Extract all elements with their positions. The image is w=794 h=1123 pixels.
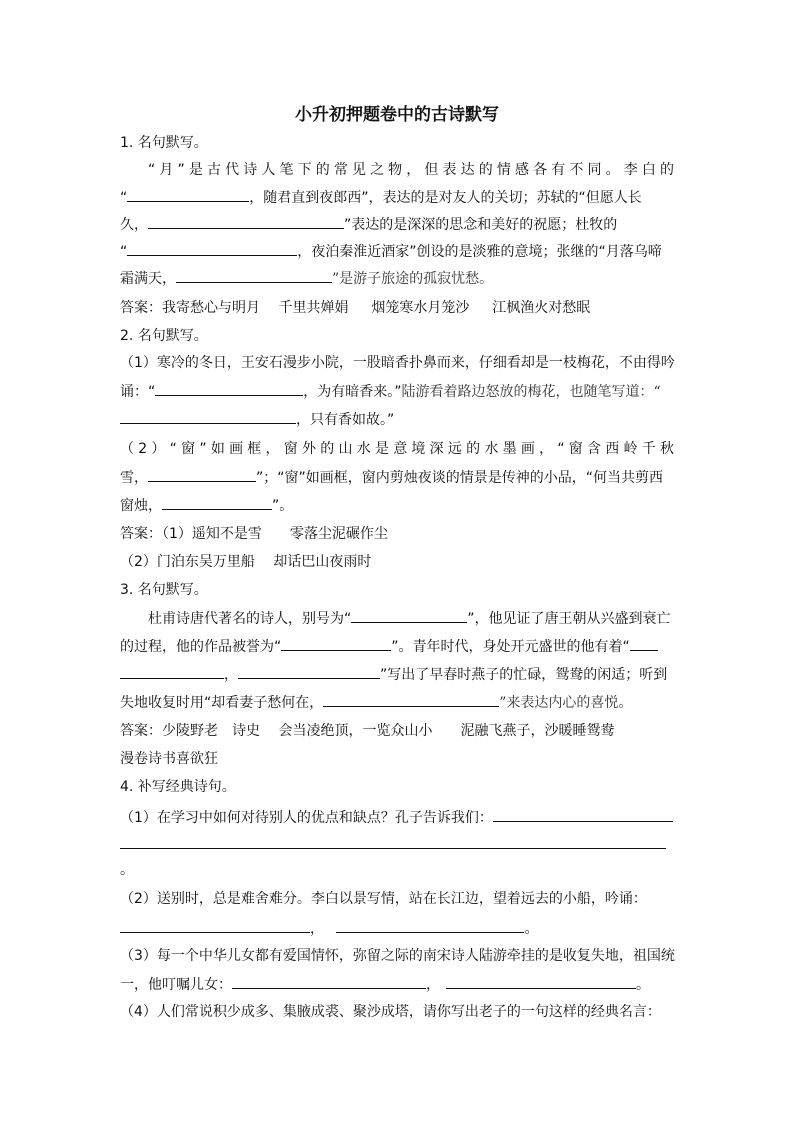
q3-line-1: 杜甫诗唐代著名的诗人，别号为“ ”，他见证了唐王朝从兴盛到衰亡 xyxy=(148,608,671,629)
q4-p1-line-3: 。 xyxy=(120,862,134,878)
q3-line-3: ， ”写出了早春时燕子的忙碌，鸳鸯的闲适；听到 xyxy=(120,664,667,685)
answer-blank[interactable] xyxy=(323,692,499,707)
answer-blank[interactable] xyxy=(120,664,224,679)
q2-p1-line-2: 诵：“ ，为有暗香来。”陆游看着路边怒放的梅花，也随笔写道：“ xyxy=(120,381,661,402)
answer-blank[interactable] xyxy=(162,495,272,510)
answer-blank[interactable] xyxy=(120,409,296,424)
q4-p4-line-1: （4）人们常说积少成多、集腋成裘、聚沙成塔，请你写出老子的一句这样的经典名言： xyxy=(120,1004,661,1020)
q1-line-5: 霜满天， ”是游子旅途的孤寂忧愁。 xyxy=(120,268,493,289)
q3-answer-1: 答案：少陵野老 诗史 会当凌绝顶，一览众山小 泥融飞燕子，沙暖睡鸳鸯 xyxy=(120,723,615,739)
q1-line-3: 久， ”表达的是深深的思念和美好的祝愿；杜牧的 xyxy=(120,214,617,235)
q3-heading: 3. 名句默写。 xyxy=(120,582,208,598)
q4-p2-line-2: ， 。 xyxy=(120,918,538,939)
answer-blank[interactable] xyxy=(232,974,426,989)
answer-blank[interactable] xyxy=(176,268,332,283)
q1-heading: 1. 名句默写。 xyxy=(120,135,208,151)
answer-blank[interactable] xyxy=(630,636,658,651)
answer-blank[interactable] xyxy=(351,608,467,623)
q3-line-4: 失地收复时用“却看妻子愁何在， ”来表达内心的喜悦。 xyxy=(120,692,632,713)
q2-answer-2: （2）门泊东吴万里船 却话巴山夜雨时 xyxy=(120,554,372,570)
q2-p1-line-1: （1）寒冷的冬日，王安石漫步小院，一股暗香扑鼻而来，仔细看却是一枝梅花，不由得吟 xyxy=(120,355,675,371)
answer-blank[interactable] xyxy=(336,918,524,933)
q2-p2-line-1: （2）“窗”如画框，窗外的山水是意境深远的水墨画，“窗含西岭千秋 xyxy=(120,441,674,457)
answer-blank[interactable] xyxy=(493,807,673,822)
q1-line-4: “ ，夜泊秦淮近酒家”创设的是淡雅的意境；张继的“月落乌啼 xyxy=(120,241,662,262)
answer-line[interactable] xyxy=(120,848,666,849)
q4-p3-line-2: 一，他叮嘱儿女： ， 。 xyxy=(120,974,650,995)
answer-blank[interactable] xyxy=(281,636,391,651)
q3-answer-2: 漫卷诗书喜欲狂 xyxy=(120,751,218,767)
q4-p1-line-1: （1）在学习中如何对待别人的优点和缺点？孔子告诉我们： xyxy=(120,807,673,828)
q4-heading: 4. 补写经典诗句。 xyxy=(120,779,236,795)
answer-blank[interactable] xyxy=(127,241,297,256)
q4-p2-line-1: （2）送别时，总是难舍难分。李白以景写情，站在长江边，望着远去的小船，吟诵： xyxy=(120,891,647,907)
q1-line-2: “ ，随君直到夜郎西”，表达的是对友人的关切；苏轼的“但愿人长 xyxy=(120,187,642,208)
answer-blank[interactable] xyxy=(148,467,256,482)
answer-blank[interactable] xyxy=(148,214,344,229)
q2-p2-line-2: 雪， ”；“窗”如画框，窗内剪烛夜谈的情景是传神的小品，“何当共剪西 xyxy=(120,467,663,488)
answer-blank[interactable] xyxy=(120,918,310,933)
q3-line-2: 的过程，他的作品被誉为“ ”。青年时代，身处开元盛世的他有着“ xyxy=(120,636,658,657)
q2-answer-1: 答案：（1）遥知不是雪 零落尘泥碾作尘 xyxy=(120,526,388,542)
answer-blank[interactable] xyxy=(127,187,249,202)
q2-p1-line-3: ，只有香如故。” xyxy=(120,409,394,430)
q1-answer: 答案：我寄愁心与明月 千里共婵娟 烟笼寒水月笼沙 江枫渔火对愁眠 xyxy=(120,300,591,316)
answer-blank[interactable] xyxy=(238,664,380,679)
answer-blank[interactable] xyxy=(446,974,636,989)
page-title: 小升初押题卷中的古诗默写 xyxy=(295,105,499,125)
answer-blank[interactable] xyxy=(155,381,303,396)
q2-p2-line-3: 窗烛， ”。 xyxy=(120,495,293,516)
q1-line-1: “月”是古代诗人笔下的常见之物，但表达的情感各有不同。李白的 xyxy=(148,162,674,178)
q4-p3-line-1: （3）每一个中华儿女都有爱国情怀，弥留之际的南宋诗人陆游牵挂的是收复失地，祖国统 xyxy=(120,948,675,964)
q2-heading: 2. 名句默写。 xyxy=(120,328,208,344)
